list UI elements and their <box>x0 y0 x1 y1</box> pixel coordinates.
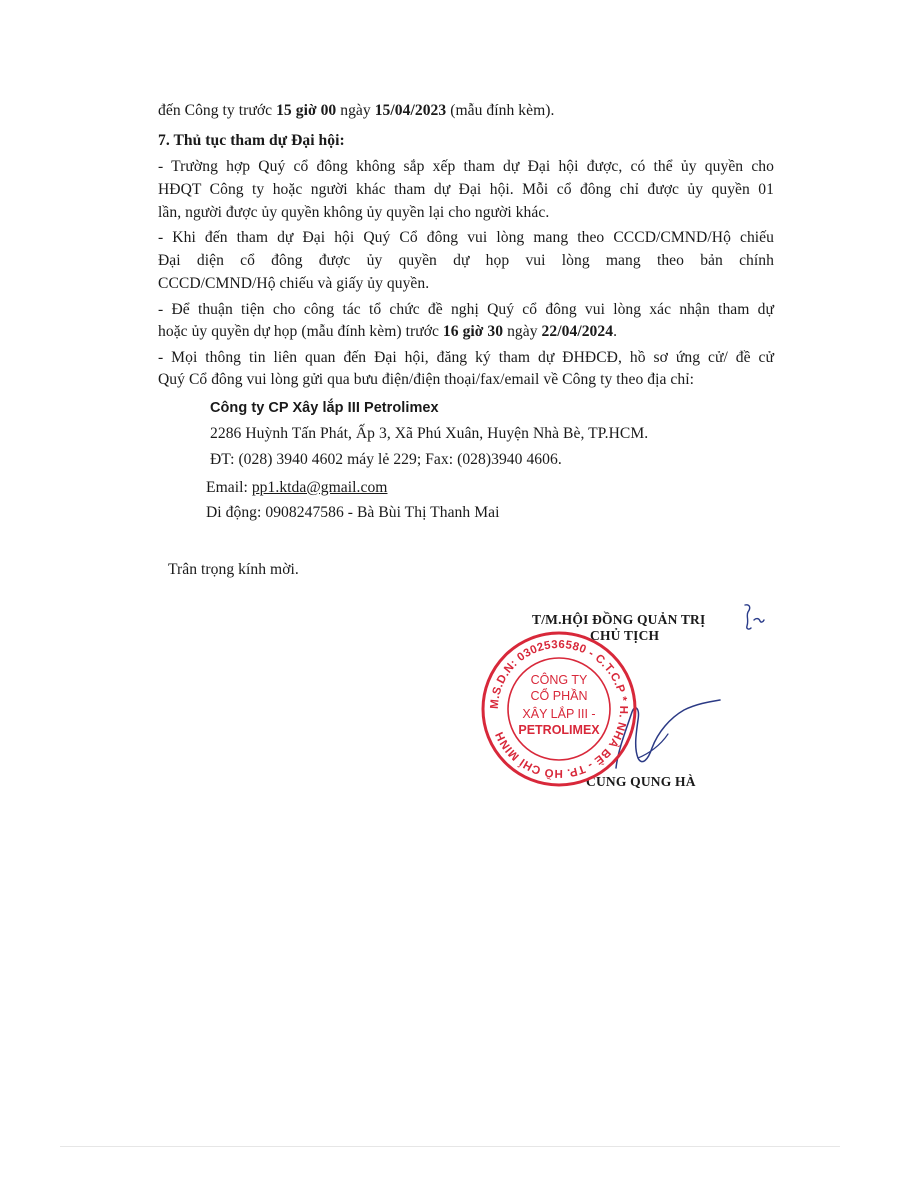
p4-line-2: Quý Cổ đông vui lòng gửi qua bưu điện/điện thoại/fax/email về Công ty theo địa chỉ: <box>158 371 694 388</box>
p3-date: 22/04/2024 <box>541 323 614 340</box>
stamp-line-2: CỔ PHẦN <box>530 689 588 703</box>
stamp-line-3: XÂY LẮP III - <box>522 707 596 721</box>
initial-mark-icon <box>742 602 768 634</box>
company-address: 2286 Huỳnh Tấn Phát, Ấp 3, Xã Phú Xuân, Huyện Nhà Bè, TP.HCM. <box>210 425 649 442</box>
intro-time: 15 giờ 00 <box>276 102 337 119</box>
intro-text-2: ngày <box>336 102 375 119</box>
email-label: Email: <box>206 479 252 496</box>
p4-line-1: - Mọi thông tin liên quan đến Đại hội, đăng ký tham dự ĐHĐCĐ, hồ sơ ứng cử/ đề cử <box>158 349 774 366</box>
company-mobile: Di động: 0908247586 - Bà Bùi Thị Thanh Mai <box>206 504 500 521</box>
p2-line-1: - Khi đến tham dự Đại hội Quý Cổ đông vui lòng mang theo CCCD/CMND/Hộ chiếu <box>158 229 774 246</box>
stamp-line-1: CÔNG TY <box>530 673 588 687</box>
intro-line <box>158 101 554 121</box>
page-bottom-rule <box>60 1146 840 1147</box>
p3-text-3: . <box>613 323 618 340</box>
intro-text-1: đến Công ty trước <box>158 102 277 119</box>
company-email-line <box>206 478 387 498</box>
p1-line-2: HĐQT Công ty hoặc người khác tham dự Đại hội. Mỗi cổ đông chỉ được ủy quyền 01 <box>158 181 774 198</box>
stamp-line-4: PETROLIMEX <box>518 723 600 737</box>
stamp-ring-text: M.S.D.N: 0302536580 - C.T.C.P * H. NHÀ BÈ - TP. HỒ CHÍ MINH <box>488 638 630 780</box>
p3-text-1: hoặc ủy quyền dự họp (mẫu đính kèm) trước <box>158 323 443 340</box>
p3-time: 16 giờ 30 <box>442 323 504 340</box>
company-name: Công ty CP Xây lắp III Petrolimex <box>210 400 439 416</box>
section-7-heading: 7. Thủ tục tham dự Đại hội: <box>158 132 345 149</box>
signature-title-1: T/M.HỘI ĐỒNG QUẢN TRỊ <box>532 612 706 627</box>
intro-text-3: (mẫu đính kèm). <box>446 102 555 119</box>
p3-line-1: - Để thuận tiện cho công tác tổ chức đề nghị Quý cổ đông vui lòng xác nhận tham dự <box>158 301 774 318</box>
signer-name: CUNG QUNG HÀ <box>586 774 696 789</box>
p2-line-3: CCCD/CMND/Hộ chiếu và giấy ủy quyền. <box>158 275 430 292</box>
p3-text-2: ngày <box>503 323 542 340</box>
intro-date: 15/04/2023 <box>374 102 447 119</box>
closing-text: Trân trọng kính mời. <box>168 561 299 578</box>
signature-title-2: CHỦ TỊCH <box>590 628 660 643</box>
company-phone: ĐT: (028) 3940 4602 máy lẻ 229; Fax: (028)3940 4606. <box>210 451 562 468</box>
p1-line-3: lần, người được ủy quyền không ủy quyền lại cho người khác. <box>158 204 550 221</box>
p2-line-2: Đại diện cổ đông được ủy quyền dự họp vui lòng mang theo bản chính <box>158 252 774 269</box>
p3-line-2 <box>158 322 617 342</box>
p1-line-1: - Trường hợp Quý cổ đông không sắp xếp tham dự Đại hội được, có thể ủy quyền cho <box>158 158 774 175</box>
company-stamp-icon <box>478 628 640 790</box>
email-link[interactable]: pp1.ktda@gmail.com <box>251 479 388 496</box>
